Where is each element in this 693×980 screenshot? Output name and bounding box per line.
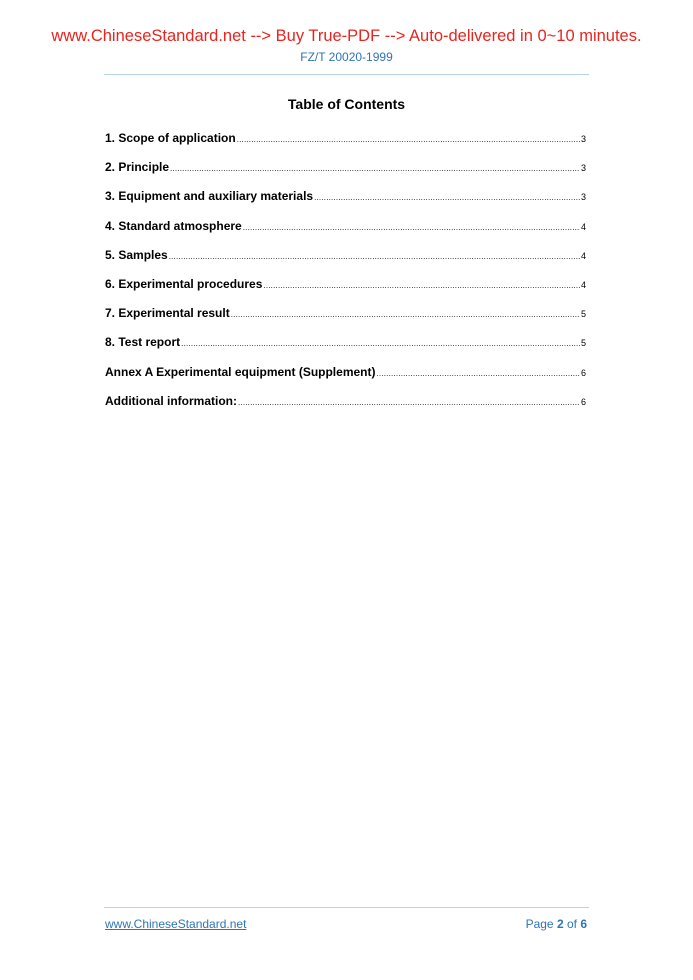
toc-entry-label: 4. Standard atmosphere xyxy=(105,218,242,233)
toc-entry[interactable] xyxy=(105,248,586,277)
toc-entry[interactable] xyxy=(105,189,586,218)
toc-dot-leader xyxy=(169,252,580,261)
toc-entry[interactable] xyxy=(105,131,586,160)
toc-list xyxy=(105,131,586,423)
toc-entry-page: 4 xyxy=(580,221,586,232)
toc-entry-page: 3 xyxy=(580,134,586,144)
toc-entry[interactable] xyxy=(105,160,586,189)
toc-title: Table of Contents xyxy=(287,96,406,112)
page-prefix: Page xyxy=(525,917,557,931)
toc-entry[interactable] xyxy=(105,335,586,364)
toc-entry-page: 4 xyxy=(580,250,586,261)
toc-entry[interactable] xyxy=(105,277,586,306)
toc-entry-label: Additional information: xyxy=(105,393,237,408)
toc-dot-leader xyxy=(237,135,580,144)
toc-entry[interactable] xyxy=(105,394,586,423)
toc-dot-leader xyxy=(263,281,580,290)
toc-entry-label: Annex A Experimental equipment (Supplement) xyxy=(105,364,376,379)
toc-entry-label: 5. Samples xyxy=(105,247,168,262)
toc-dot-leader xyxy=(231,310,580,319)
toc-entry[interactable] xyxy=(105,219,586,248)
header-divider xyxy=(104,74,589,75)
toc-entry-page: 5 xyxy=(580,338,586,349)
toc-entry-page: 6 xyxy=(580,367,586,378)
toc-entry-page: 6 xyxy=(580,396,586,407)
toc-dot-leader xyxy=(181,339,580,348)
footer-divider xyxy=(104,907,589,908)
toc-dot-leader xyxy=(376,369,580,378)
toc-entry-page: 3 xyxy=(580,163,586,174)
toc-entry-label: 1. Scope of application xyxy=(105,131,236,145)
toc-entry-page: 4 xyxy=(580,279,586,290)
page-total: 6 xyxy=(580,917,587,931)
toc-dot-leader xyxy=(238,398,580,407)
footer-website-link[interactable]: www.ChineseStandard.net xyxy=(105,917,247,931)
toc-entry-label: 7. Experimental result xyxy=(105,306,230,321)
toc-entry[interactable] xyxy=(105,365,586,394)
toc-dot-leader xyxy=(243,223,580,232)
page-of: of xyxy=(563,917,581,931)
page-indicator xyxy=(526,917,587,931)
toc-entry[interactable] xyxy=(105,306,586,335)
toc-entry-label: 6. Experimental procedures xyxy=(105,276,263,291)
toc-entry-label: 3. Equipment and auxiliary materials xyxy=(105,189,314,204)
page-current: 2 xyxy=(556,917,564,931)
toc-entry-label: 2. Principle xyxy=(105,160,170,175)
toc-dot-leader xyxy=(170,164,580,173)
document-id: FZ/T 20020-1999 xyxy=(300,50,393,64)
toc-dot-leader xyxy=(314,193,580,202)
toc-entry-label: 8. Test report xyxy=(105,335,181,350)
toc-entry-page: 5 xyxy=(580,309,586,320)
toc-entry-page: 3 xyxy=(580,192,586,203)
header-banner[interactable]: www.ChineseStandard.net --> Buy True-PDF --> Auto-delivered in 0~10 minutes. xyxy=(51,27,642,45)
